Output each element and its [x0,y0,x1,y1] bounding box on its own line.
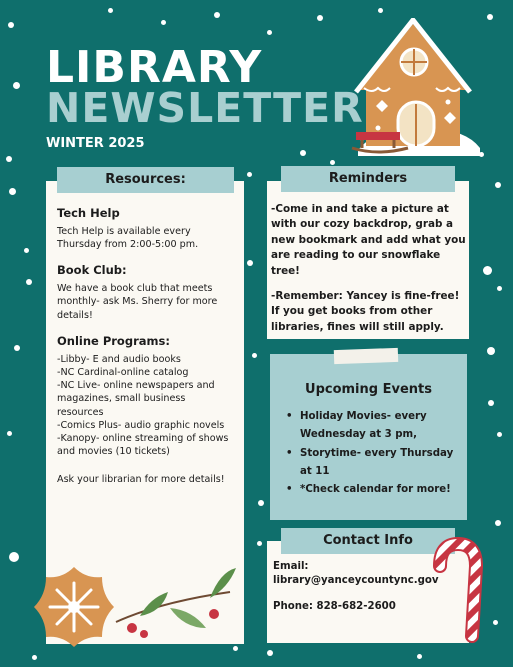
snow-dot [378,8,383,13]
snow-dot [247,172,252,177]
events-heading: Upcoming Events [305,382,432,397]
snow-dot [487,347,495,355]
gingerbread-house-icon [348,18,488,164]
program-item: -NC Cardinal-online catalog [57,366,189,378]
snow-dot [26,279,32,285]
events-panel [270,354,467,520]
snow-dot [330,160,335,165]
reminders-content [271,202,467,345]
event-item: • Holiday Movies- every Wednesday at 3 pm, [286,408,464,445]
email-address[interactable]: library@yanceycountync.gov [273,574,439,586]
program-item: -Libby- E and audio books [57,353,181,365]
snow-dot [24,248,29,253]
newsletter-title-line1: LIBRARY [46,42,263,93]
reminder-paragraph: -Remember: Yancey is fine-free! If you get books from other libraries, fines will still apply. [271,289,460,333]
tech-help-title: Tech Help [57,206,120,220]
event-item: • *Check calendar for more! [286,481,464,499]
program-item: -Comics Plus- audio graphic novels [57,419,225,431]
snow-dot [300,150,306,156]
snow-dot [14,345,20,351]
program-item: -Kanopy- online streaming of shows and movies (10 tickets) [57,433,229,458]
snow-dot [495,520,501,526]
phone-number: Phone: 828-682-2600 [273,600,396,612]
snow-dot [258,500,264,506]
newsletter-title-line2: NEWSLETTER [46,84,364,132]
snow-dot [483,266,492,275]
snow-dot [108,8,113,13]
reminders-heading: Reminders [281,166,455,192]
snow-dot [495,182,501,188]
reminder-paragraph: -Come in and take a picture at with our cozy backdrop, grab a new bookmark and add what you are reading to our snowflake tree! [271,203,466,277]
snow-dot [161,20,166,25]
snow-dot [214,12,220,18]
newsletter-subtitle: WINTER 2025 [46,136,145,151]
snow-dot [9,552,19,562]
snow-dot [13,82,20,89]
events-list [286,408,464,500]
snow-dot [247,260,253,266]
book-club-text: We have a book club that meets monthly- ask Ms. Sherry for more details! [57,283,218,321]
snow-dot [417,654,422,659]
online-programs-title: Online Programs: [57,333,170,348]
snowflake-cookie-icon [32,565,116,649]
snow-dot [267,30,272,35]
snow-dot [488,400,494,406]
snow-dot [257,541,262,546]
resources-footer: Ask your librarian for more details! [57,473,225,485]
snow-dot [7,431,12,436]
event-item: • Storytime- every Thursday at 11 [286,445,464,482]
resources-heading: Resources: [57,167,234,193]
snow-dot [8,22,14,28]
snow-dot [252,353,257,358]
snow-dot [497,286,502,291]
snow-dot [32,655,37,660]
email-label: Email: [273,561,309,572]
resources-content [57,206,232,498]
snow-dot [9,188,16,195]
contact-heading: Contact Info [281,528,455,554]
program-item: -NC Live- online newspapers and magazines, small business resources [57,380,215,418]
candy-cane-icon [426,536,488,644]
book-club-title: Book Club: [57,263,127,278]
snow-dot [317,15,323,21]
tech-help-text: Tech Help is available every Thursday from 2:00-5:00 pm. [57,225,199,251]
online-programs-list [57,353,232,459]
snow-dot [6,156,12,162]
holly-branch-icon [110,562,240,642]
snow-dot [497,432,502,437]
snow-dot [267,650,273,656]
snow-dot [493,620,498,625]
events-tape [334,348,398,364]
snow-dot [233,646,238,651]
